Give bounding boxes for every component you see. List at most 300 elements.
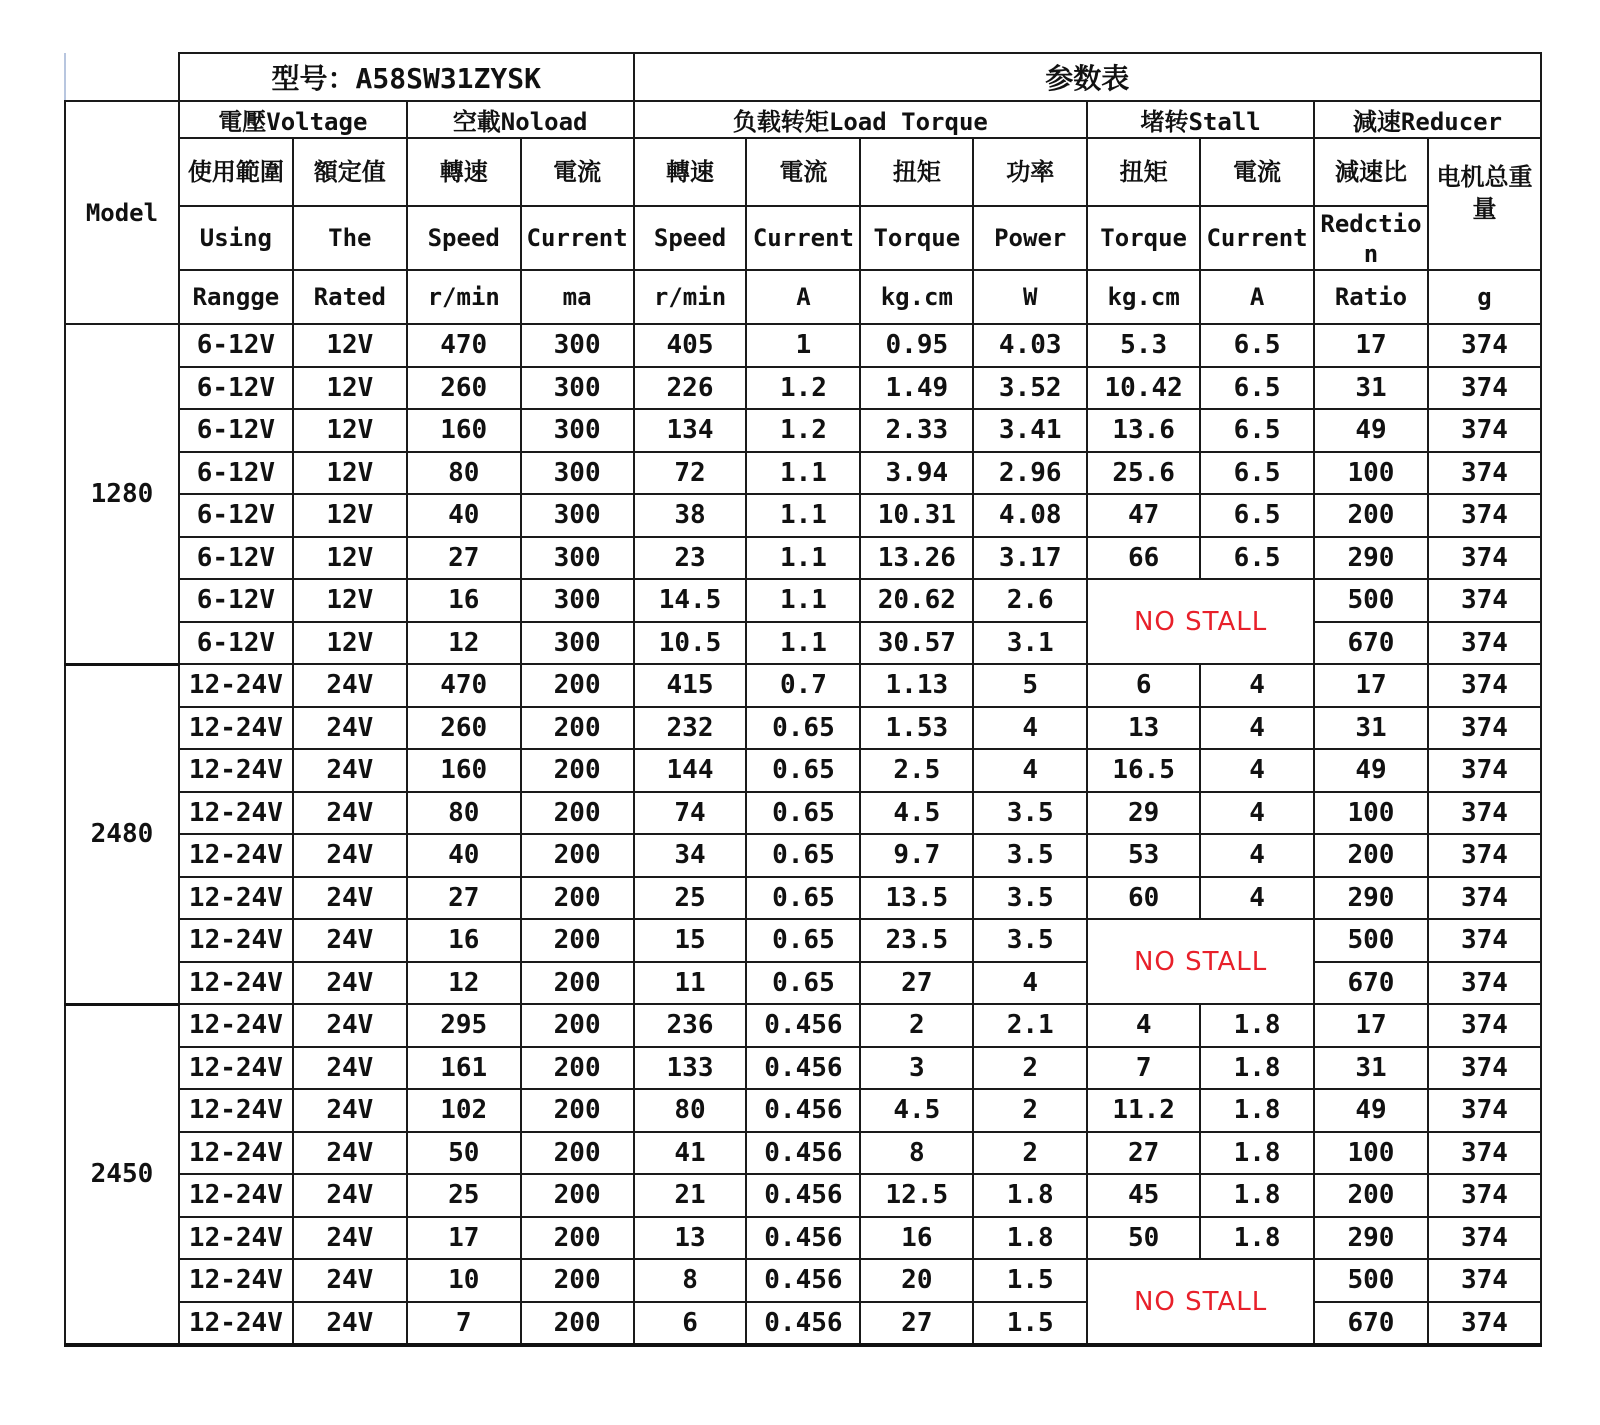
using-range-cell: 12-24V xyxy=(179,749,293,792)
stall-torque-cn: 扭矩 xyxy=(1087,138,1200,206)
load-power-cell: 2 xyxy=(973,1047,1087,1090)
noload-speed-cell: 260 xyxy=(407,707,521,750)
noload-speed-cell: 16 xyxy=(407,579,521,622)
load-current-cell: 0.456 xyxy=(746,1174,860,1217)
table-row xyxy=(65,409,1541,452)
load-torque-cell: 3 xyxy=(860,1047,973,1090)
motor-weight-cell: 374 xyxy=(1428,1259,1541,1302)
reduction-ratio-cell: 31 xyxy=(1314,367,1428,410)
load-current-cell: 0.65 xyxy=(746,919,860,962)
noload-current-cell: 200 xyxy=(521,877,634,920)
load-power-cell: 4.08 xyxy=(973,494,1087,537)
load-current-cell: 1.1 xyxy=(746,452,860,495)
noload-speed-en: Speed xyxy=(407,206,521,270)
load-current-cell: 1.1 xyxy=(746,537,860,580)
reduction-ratio-cell: 17 xyxy=(1314,1004,1428,1047)
reduction-ratio-cell: 200 xyxy=(1314,1174,1428,1217)
table-row xyxy=(65,877,1541,920)
reduction-ratio-cell: 500 xyxy=(1314,919,1428,962)
stall-current-cell: 4 xyxy=(1200,707,1314,750)
load-speed-cell: 226 xyxy=(634,367,747,410)
using-en: Using xyxy=(179,206,293,270)
using-range-unit: Rangge xyxy=(179,270,293,324)
rated-voltage-cell: 12V xyxy=(293,622,407,665)
noload-current-cell: 200 xyxy=(521,1132,634,1175)
motor-weight-cell: 374 xyxy=(1428,664,1541,707)
load-current-cell: 1.2 xyxy=(746,409,860,452)
noload-group-header: 空載Noload xyxy=(407,101,634,138)
noload-speed-cell: 260 xyxy=(407,367,521,410)
load-speed-cell: 405 xyxy=(634,324,747,367)
noload-speed-cell: 80 xyxy=(407,452,521,495)
rated-voltage-cell: 24V xyxy=(293,792,407,835)
weight-cn: 电机总重量 xyxy=(1428,138,1541,270)
stall-current-cn: 電流 xyxy=(1200,138,1314,206)
noload-speed-cell: 50 xyxy=(407,1132,521,1175)
load-power-cell: 3.17 xyxy=(973,537,1087,580)
load-torque-cell: 3.94 xyxy=(860,452,973,495)
stall-torque-cell: 13 xyxy=(1087,707,1200,750)
table-row xyxy=(65,1174,1541,1217)
load-torque-cn: 扭矩 xyxy=(860,138,973,206)
load-torque-cell: 4.5 xyxy=(860,792,973,835)
load-speed-cell: 74 xyxy=(634,792,747,835)
motor-weight-cell: 374 xyxy=(1428,537,1541,580)
stall-torque-en: Torque xyxy=(1087,206,1200,270)
stall-current-cell: 4 xyxy=(1200,749,1314,792)
using-range-cell: 6-12V xyxy=(179,409,293,452)
load-current-cell: 0.65 xyxy=(746,792,860,835)
load-current-en: Current xyxy=(746,206,860,270)
load-current-cell: 1.2 xyxy=(746,367,860,410)
load-speed-cell: 23 xyxy=(634,537,747,580)
motor-weight-cell: 374 xyxy=(1428,919,1541,962)
rated-voltage-cell: 24V xyxy=(293,834,407,877)
load-current-cell: 0.456 xyxy=(746,1004,860,1047)
load-power-cell: 4 xyxy=(973,707,1087,750)
reduction-ratio-cell: 31 xyxy=(1314,707,1428,750)
stall-torque-cell: 27 xyxy=(1087,1132,1200,1175)
load-power-cell: 3.5 xyxy=(973,919,1087,962)
reduction-ratio-cell: 290 xyxy=(1314,537,1428,580)
load-speed-en: Speed xyxy=(634,206,747,270)
load-power-cell: 3.5 xyxy=(973,877,1087,920)
reduction-ratio-cell: 290 xyxy=(1314,1217,1428,1260)
load-speed-cell: 415 xyxy=(634,664,747,707)
reduction-ratio-cell: 49 xyxy=(1314,409,1428,452)
rated-voltage-cell: 24V xyxy=(293,1217,407,1260)
load-current-cell: 0.65 xyxy=(746,962,860,1005)
noload-current-unit: ma xyxy=(521,270,634,324)
using-range-cell: 6-12V xyxy=(179,537,293,580)
load-power-cell: 2.6 xyxy=(973,579,1087,622)
load-torque-cell: 0.95 xyxy=(860,324,973,367)
noload-current-cn: 電流 xyxy=(521,138,634,206)
load-power-cell: 3.5 xyxy=(973,834,1087,877)
noload-speed-cell: 80 xyxy=(407,792,521,835)
motor-weight-cell: 374 xyxy=(1428,1302,1541,1346)
load-current-cell: 0.456 xyxy=(746,1047,860,1090)
reduction-ratio-cell: 670 xyxy=(1314,622,1428,665)
noload-current-cell: 300 xyxy=(521,409,634,452)
load-torque-cell: 1.49 xyxy=(860,367,973,410)
noload-current-cell: 200 xyxy=(521,1089,634,1132)
table-row xyxy=(65,1047,1541,1090)
table-row xyxy=(65,1302,1541,1346)
stall-current-cell: 6.5 xyxy=(1200,367,1314,410)
load-torque-group-header: 负载转矩Load Torque xyxy=(634,101,1088,138)
stall-torque-cell: 11.2 xyxy=(1087,1089,1200,1132)
motor-weight-cell: 374 xyxy=(1428,452,1541,495)
rated-voltage-cell: 24V xyxy=(293,919,407,962)
load-power-en: Power xyxy=(973,206,1087,270)
load-torque-unit: kg.cm xyxy=(860,270,973,324)
using-range-cell: 12-24V xyxy=(179,1047,293,1090)
load-power-cell: 2.1 xyxy=(973,1004,1087,1047)
using-range-cell: 12-24V xyxy=(179,834,293,877)
stall-current-cell: 6.5 xyxy=(1200,409,1314,452)
load-current-unit: A xyxy=(746,270,860,324)
load-power-cell: 1.5 xyxy=(973,1259,1087,1302)
using-range-cell: 12-24V xyxy=(179,1089,293,1132)
stall-group-header: 堵转Stall xyxy=(1087,101,1314,138)
stall-current-unit: A xyxy=(1200,270,1314,324)
load-current-cell: 0.456 xyxy=(746,1132,860,1175)
reduction-ratio-cell: 100 xyxy=(1314,792,1428,835)
load-speed-cell: 134 xyxy=(634,409,747,452)
rated-voltage-cell: 24V xyxy=(293,707,407,750)
noload-speed-cell: 27 xyxy=(407,877,521,920)
noload-speed-cell: 160 xyxy=(407,409,521,452)
reduction-ratio-cell: 49 xyxy=(1314,1089,1428,1132)
reduction-ratio-cell: 500 xyxy=(1314,579,1428,622)
reduction-ratio-cell: 200 xyxy=(1314,494,1428,537)
stall-torque-cell: 50 xyxy=(1087,1217,1200,1260)
corner-cell xyxy=(65,53,179,101)
rated-voltage-cell: 12V xyxy=(293,452,407,495)
load-current-cell: 0.456 xyxy=(746,1217,860,1260)
motor-weight-cell: 374 xyxy=(1428,409,1541,452)
stall-current-cell: 4 xyxy=(1200,664,1314,707)
table-row xyxy=(65,579,1541,622)
load-power-cell: 4 xyxy=(973,962,1087,1005)
load-current-cn: 電流 xyxy=(746,138,860,206)
load-current-cell: 0.456 xyxy=(746,1259,860,1302)
using-range-cell: 6-12V xyxy=(179,367,293,410)
load-power-cell: 4.03 xyxy=(973,324,1087,367)
using-range-cn: 使用範圍 xyxy=(179,138,293,206)
noload-speed-cell: 160 xyxy=(407,749,521,792)
rated-voltage-cell: 24V xyxy=(293,877,407,920)
reduction-ratio-cell: 31 xyxy=(1314,1047,1428,1090)
stall-current-cell: 1.8 xyxy=(1200,1004,1314,1047)
reduction-ratio-cell: 200 xyxy=(1314,834,1428,877)
using-range-cell: 12-24V xyxy=(179,792,293,835)
rated-voltage-cell: 24V xyxy=(293,1132,407,1175)
load-current-cell: 1.1 xyxy=(746,622,860,665)
load-speed-cell: 11 xyxy=(634,962,747,1005)
reduction-ratio-cell: 100 xyxy=(1314,1132,1428,1175)
noload-speed-cell: 12 xyxy=(407,962,521,1005)
table-row xyxy=(65,1259,1541,1302)
the-en: The xyxy=(293,206,407,270)
load-torque-cell: 20.62 xyxy=(860,579,973,622)
using-range-cell: 6-12V xyxy=(179,494,293,537)
table-row xyxy=(65,537,1541,580)
motor-weight-cell: 374 xyxy=(1428,1174,1541,1217)
stall-torque-cell: 6 xyxy=(1087,664,1200,707)
stall-torque-cell: 53 xyxy=(1087,834,1200,877)
noload-speed-cell: 12 xyxy=(407,622,521,665)
noload-current-cell: 200 xyxy=(521,1047,634,1090)
load-power-cell: 3.41 xyxy=(973,409,1087,452)
stall-current-cell: 4 xyxy=(1200,877,1314,920)
rated-voltage-cell: 12V xyxy=(293,494,407,537)
motor-weight-cell: 374 xyxy=(1428,1047,1541,1090)
rated-voltage-cell: 24V xyxy=(293,1004,407,1047)
motor-weight-cell: 374 xyxy=(1428,494,1541,537)
using-range-cell: 12-24V xyxy=(179,664,293,707)
reduction-ratio-cell: 290 xyxy=(1314,877,1428,920)
stall-current-cell: 6.5 xyxy=(1200,494,1314,537)
motor-weight-cell: 374 xyxy=(1428,749,1541,792)
reduction-ratio-cell: 100 xyxy=(1314,452,1428,495)
load-speed-cell: 10.5 xyxy=(634,622,747,665)
using-range-cell: 12-24V xyxy=(179,919,293,962)
noload-current-cell: 200 xyxy=(521,919,634,962)
load-current-cell: 0.65 xyxy=(746,877,860,920)
load-power-cell: 1.8 xyxy=(973,1174,1087,1217)
load-speed-cell: 21 xyxy=(634,1174,747,1217)
load-power-cn: 功率 xyxy=(973,138,1087,206)
load-torque-cell: 1.13 xyxy=(860,664,973,707)
stall-torque-cell: 25.6 xyxy=(1087,452,1200,495)
load-power-cell: 5 xyxy=(973,664,1087,707)
load-speed-cn: 轉速 xyxy=(634,138,747,206)
load-power-cell: 4 xyxy=(973,749,1087,792)
noload-current-cell: 300 xyxy=(521,367,634,410)
load-torque-cell: 2.5 xyxy=(860,749,973,792)
table-row xyxy=(65,792,1541,835)
rated-voltage-cell: 12V xyxy=(293,324,407,367)
table-row xyxy=(65,1089,1541,1132)
stall-current-cell: 1.8 xyxy=(1200,1217,1314,1260)
load-speed-cell: 38 xyxy=(634,494,747,537)
noload-current-cell: 200 xyxy=(521,834,634,877)
model-name-cell: 2450 xyxy=(65,1004,179,1345)
rated-voltage-cell: 12V xyxy=(293,409,407,452)
table-row xyxy=(65,1004,1541,1047)
noload-current-cell: 200 xyxy=(521,1302,634,1346)
load-speed-cell: 13 xyxy=(634,1217,747,1260)
load-torque-cell: 30.57 xyxy=(860,622,973,665)
rated-voltage-cell: 24V xyxy=(293,1302,407,1346)
weight-unit: g xyxy=(1428,270,1541,324)
noload-speed-cell: 10 xyxy=(407,1259,521,1302)
load-torque-cell: 1.53 xyxy=(860,707,973,750)
noload-current-cell: 300 xyxy=(521,579,634,622)
using-range-cell: 12-24V xyxy=(179,1004,293,1047)
load-current-cell: 0.456 xyxy=(746,1089,860,1132)
noload-current-cell: 300 xyxy=(521,494,634,537)
motor-weight-cell: 374 xyxy=(1428,1004,1541,1047)
reduction-cn: 減速比 xyxy=(1314,138,1428,206)
table-row xyxy=(65,919,1541,962)
reducer-group-header: 減速Reducer xyxy=(1314,101,1541,138)
load-speed-cell: 133 xyxy=(634,1047,747,1090)
stall-torque-cell: 47 xyxy=(1087,494,1200,537)
reduction-ratio-cell: 670 xyxy=(1314,1302,1428,1346)
stall-torque-unit: kg.cm xyxy=(1087,270,1200,324)
reduction-ratio-cell: 17 xyxy=(1314,324,1428,367)
load-torque-cell: 13.26 xyxy=(860,537,973,580)
using-range-cell: 6-12V xyxy=(179,324,293,367)
load-speed-unit: r/min xyxy=(634,270,747,324)
load-torque-cell: 16 xyxy=(860,1217,973,1260)
load-current-cell: 0.65 xyxy=(746,749,860,792)
load-speed-cell: 72 xyxy=(634,452,747,495)
noload-current-cell: 200 xyxy=(521,1259,634,1302)
stall-torque-cell: 5.3 xyxy=(1087,324,1200,367)
load-current-cell: 0.7 xyxy=(746,664,860,707)
load-torque-en: Torque xyxy=(860,206,973,270)
load-current-cell: 0.456 xyxy=(746,1302,860,1346)
noload-current-cell: 200 xyxy=(521,1174,634,1217)
table-row xyxy=(65,834,1541,877)
rated-voltage-cell: 24V xyxy=(293,1089,407,1132)
noload-speed-cell: 25 xyxy=(407,1174,521,1217)
table-row xyxy=(65,962,1541,1005)
using-range-cell: 12-24V xyxy=(179,1302,293,1346)
reduction-ratio-cell: 49 xyxy=(1314,749,1428,792)
noload-speed-cell: 102 xyxy=(407,1089,521,1132)
using-range-cell: 12-24V xyxy=(179,707,293,750)
rated-voltage-cell: 12V xyxy=(293,537,407,580)
load-current-cell: 1.1 xyxy=(746,494,860,537)
rated-voltage-cell: 24V xyxy=(293,1174,407,1217)
using-range-cell: 12-24V xyxy=(179,877,293,920)
stall-current-cell: 6.5 xyxy=(1200,452,1314,495)
load-speed-cell: 232 xyxy=(634,707,747,750)
load-speed-cell: 236 xyxy=(634,1004,747,1047)
table-row xyxy=(65,1217,1541,1260)
load-torque-cell: 27 xyxy=(860,1302,973,1346)
load-torque-cell: 9.7 xyxy=(860,834,973,877)
stall-current-cell: 6.5 xyxy=(1200,324,1314,367)
load-power-cell: 3.5 xyxy=(973,792,1087,835)
motor-weight-cell: 374 xyxy=(1428,1217,1541,1260)
noload-speed-cell: 27 xyxy=(407,537,521,580)
noload-current-cell: 200 xyxy=(521,962,634,1005)
using-range-cell: 12-24V xyxy=(179,1217,293,1260)
load-torque-cell: 4.5 xyxy=(860,1089,973,1132)
motor-weight-cell: 374 xyxy=(1428,324,1541,367)
rated-voltage-cell: 24V xyxy=(293,1259,407,1302)
stall-torque-cell: 4 xyxy=(1087,1004,1200,1047)
reduction-ratio-cell: 17 xyxy=(1314,664,1428,707)
motor-weight-cell: 374 xyxy=(1428,962,1541,1005)
load-power-cell: 2 xyxy=(973,1132,1087,1175)
noload-current-en: Current xyxy=(521,206,634,270)
noload-speed-cell: 470 xyxy=(407,324,521,367)
stall-current-cell: 4 xyxy=(1200,792,1314,835)
noload-current-cell: 200 xyxy=(521,664,634,707)
model-name-cell: 2480 xyxy=(65,664,179,1004)
noload-current-cell: 200 xyxy=(521,707,634,750)
load-power-cell: 3.52 xyxy=(973,367,1087,410)
stall-torque-cell: 13.6 xyxy=(1087,409,1200,452)
data-body xyxy=(65,324,1541,1345)
stall-torque-cell: 10.42 xyxy=(1087,367,1200,410)
reduction-ratio-cell: 670 xyxy=(1314,962,1428,1005)
load-torque-cell: 10.31 xyxy=(860,494,973,537)
reduction-unit: Ratio xyxy=(1314,270,1428,324)
load-torque-cell: 2 xyxy=(860,1004,973,1047)
no-stall-label: NO STALL xyxy=(1087,919,1314,1004)
voltage-group-header: 電壓Voltage xyxy=(179,101,407,138)
no-stall-label: NO STALL xyxy=(1087,579,1314,664)
load-speed-cell: 80 xyxy=(634,1089,747,1132)
stall-current-cell: 1.8 xyxy=(1200,1132,1314,1175)
motor-weight-cell: 374 xyxy=(1428,622,1541,665)
noload-speed-cell: 470 xyxy=(407,664,521,707)
stall-current-cell: 4 xyxy=(1200,834,1314,877)
rated-voltage-cell: 24V xyxy=(293,1047,407,1090)
using-range-cell: 12-24V xyxy=(179,1132,293,1175)
rated-voltage-cell: 24V xyxy=(293,664,407,707)
load-current-cell: 1 xyxy=(746,324,860,367)
using-range-cell: 6-12V xyxy=(179,452,293,495)
motor-weight-cell: 374 xyxy=(1428,579,1541,622)
using-range-cell: 12-24V xyxy=(179,1259,293,1302)
rated-voltage-cell: 24V xyxy=(293,962,407,1005)
using-range-cell: 6-12V xyxy=(179,579,293,622)
table-row xyxy=(65,622,1541,665)
noload-current-cell: 300 xyxy=(521,622,634,665)
noload-speed-cell: 16 xyxy=(407,919,521,962)
load-power-cell: 3.1 xyxy=(973,622,1087,665)
table-row xyxy=(65,452,1541,495)
motor-weight-cell: 374 xyxy=(1428,1132,1541,1175)
noload-speed-cell: 7 xyxy=(407,1302,521,1346)
load-speed-cell: 14.5 xyxy=(634,579,747,622)
using-range-cell: 12-24V xyxy=(179,962,293,1005)
stall-current-cell: 1.8 xyxy=(1200,1089,1314,1132)
stall-current-cell: 1.8 xyxy=(1200,1047,1314,1090)
rated-voltage-cell: 24V xyxy=(293,749,407,792)
noload-current-cell: 200 xyxy=(521,749,634,792)
rated-voltage-cell: 12V xyxy=(293,367,407,410)
noload-current-cell: 300 xyxy=(521,324,634,367)
stall-torque-cell: 16.5 xyxy=(1087,749,1200,792)
noload-speed-unit: r/min xyxy=(407,270,521,324)
load-speed-cell: 25 xyxy=(634,877,747,920)
table-row xyxy=(65,749,1541,792)
stall-torque-cell: 29 xyxy=(1087,792,1200,835)
motor-weight-cell: 374 xyxy=(1428,1089,1541,1132)
noload-speed-cn: 轉速 xyxy=(407,138,521,206)
motor-weight-cell: 374 xyxy=(1428,834,1541,877)
load-torque-cell: 23.5 xyxy=(860,919,973,962)
no-stall-label: NO STALL xyxy=(1087,1259,1314,1345)
stall-current-cell: 1.8 xyxy=(1200,1174,1314,1217)
table-row xyxy=(65,1132,1541,1175)
noload-speed-cell: 40 xyxy=(407,834,521,877)
table-row xyxy=(65,324,1541,367)
load-power-cell: 1.8 xyxy=(973,1217,1087,1260)
load-current-cell: 0.65 xyxy=(746,834,860,877)
load-torque-cell: 27 xyxy=(860,962,973,1005)
